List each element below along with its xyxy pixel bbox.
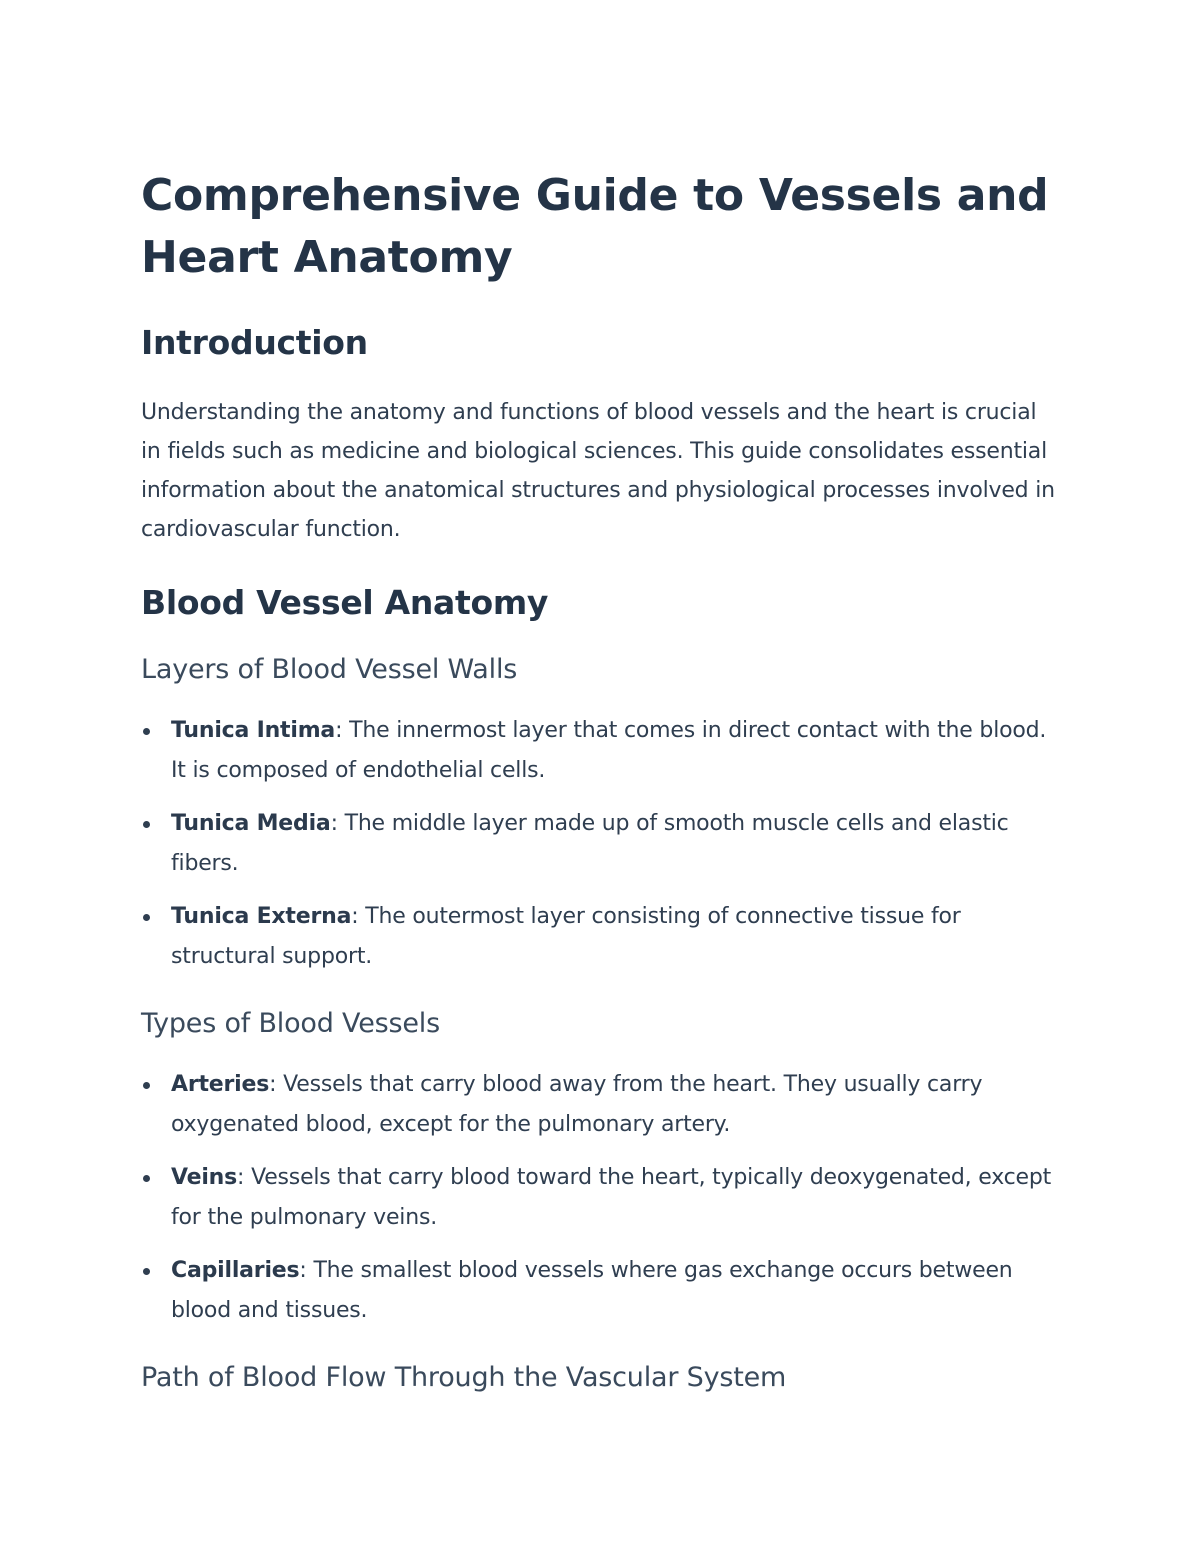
list-item-text: The middle layer made up of smooth muscle cells and elastic fibers. <box>171 811 1009 876</box>
page-title: Comprehensive Guide to Vessels and Heart Anatomy <box>141 170 1049 283</box>
list-item-text: The smallest blood vessels where gas exchange occurs between blood and tissues. <box>171 1258 1013 1323</box>
layers-list <box>141 711 1061 977</box>
layers-heading: Layers of Blood Vessel Walls <box>141 654 518 685</box>
list-item <box>141 1251 1061 1331</box>
introduction-heading: Introduction <box>141 323 368 362</box>
bullet-dot-icon <box>143 728 150 735</box>
list-item-term: Veins <box>171 1165 238 1190</box>
list-item <box>141 804 1061 884</box>
list-item-separator: : <box>351 904 366 929</box>
list-item-text: Vessels that carry blood toward the heart, typically deoxygenated, except for the pulmonary veins. <box>171 1165 1052 1230</box>
bullet-dot-icon <box>143 1082 150 1089</box>
document-page <box>141 165 1061 1395</box>
bullet-dot-icon <box>143 821 150 828</box>
list-item-separator: : <box>237 1165 252 1190</box>
path-heading: Path of Blood Flow Through the Vascular System <box>141 1362 787 1393</box>
list-item-text: The innermost layer that comes in direct contact with the blood. It is composed of endothelial cells. <box>171 718 1047 783</box>
list-item-term: Tunica Media <box>171 811 331 836</box>
list-item <box>141 711 1061 791</box>
blood-vessel-anatomy-heading: Blood Vessel Anatomy <box>141 583 549 622</box>
list-item-term: Arteries <box>171 1072 270 1097</box>
list-item-text: Vessels that carry blood away from the heart. They usually carry oxygenated blood, except for the pulmonary artery. <box>171 1072 983 1137</box>
bullet-dot-icon <box>143 1268 150 1275</box>
types-heading: Types of Blood Vessels <box>141 1008 440 1039</box>
bullet-dot-icon <box>143 1175 150 1182</box>
list-item-term: Capillaries <box>171 1258 300 1283</box>
list-item-text: The outermost layer consisting of connective tissue for structural support. <box>171 904 961 969</box>
list-item-separator: : <box>269 1072 284 1097</box>
list-item <box>141 897 1061 977</box>
list-item-separator: : <box>299 1258 314 1283</box>
list-item-separator: : <box>330 811 345 836</box>
list-item-term: Tunica Externa <box>171 904 352 929</box>
list-item-separator: : <box>335 718 350 743</box>
types-list <box>141 1065 1061 1331</box>
introduction-paragraph: Understanding the anatomy and functions of blood vessels and the heart is crucial in fields such as medicine and biological sciences. This guide consolidates essential information about the anatomical structures and physiological processes involved in cardiovascular function. <box>141 400 1055 542</box>
list-item-term: Tunica Intima <box>171 718 336 743</box>
bullet-dot-icon <box>143 914 150 921</box>
list-item <box>141 1065 1061 1145</box>
list-item <box>141 1158 1061 1238</box>
